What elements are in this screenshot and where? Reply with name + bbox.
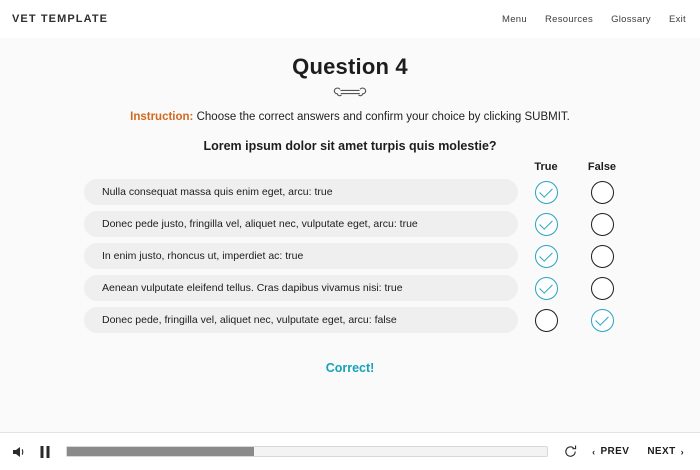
answer-label: Aenean vulputate eleifend tellus. Cras dapibus vivamus nisi: true: [84, 275, 518, 301]
radio-false[interactable]: [591, 181, 614, 204]
cell-true: [518, 181, 574, 204]
page-header: [0, 0, 700, 38]
prev-button[interactable]: [588, 446, 633, 457]
answers-table: [0, 159, 700, 333]
column-header-false: False: [587, 161, 617, 173]
radio-true[interactable]: [535, 245, 558, 268]
feedback-message: Correct!: [325, 361, 375, 375]
pause-icon[interactable]: [38, 445, 52, 459]
answer-label: In enim justo, rhoncus ut, imperdiet ac: true: [84, 243, 518, 269]
question-prompt: Lorem ipsum dolor sit amet turpis quis molestie?: [203, 139, 497, 153]
next-label: NEXT: [647, 446, 676, 457]
instruction-line: [0, 111, 700, 123]
table-row: [84, 243, 630, 269]
answer-label: Donec pede, fringilla vel, aliquet nec, vulputate eget, arcu: false: [84, 307, 518, 333]
chevron-right-icon: ›: [680, 446, 684, 457]
top-navigation: [502, 14, 686, 25]
seek-progress: [67, 447, 254, 456]
table-row: [84, 275, 630, 301]
radio-true[interactable]: [535, 277, 558, 300]
nav-item-exit[interactable]: Exit: [668, 13, 686, 25]
cell-true: [518, 309, 574, 332]
cell-false: [574, 181, 630, 204]
column-headers: [84, 159, 630, 175]
radio-false[interactable]: [591, 245, 614, 268]
cell-false: [574, 245, 630, 268]
answer-label: Nulla consequat massa quis enim eget, arcu: true: [84, 179, 518, 205]
radio-true[interactable]: [535, 309, 558, 332]
instruction-label: Instruction:: [130, 111, 194, 123]
answer-label: Donec pede justo, fringilla vel, aliquet nec, vulputate eget, arcu: true: [84, 211, 518, 237]
bone-icon: [0, 83, 700, 99]
nav-item-resources[interactable]: Resources: [544, 13, 594, 25]
radio-false[interactable]: [591, 277, 614, 300]
chevron-left-icon: ‹: [592, 446, 596, 457]
table-row: [84, 307, 630, 333]
seek-bar[interactable]: [66, 446, 548, 457]
next-button[interactable]: [643, 446, 688, 457]
player-controls: [0, 432, 700, 470]
volume-icon[interactable]: [12, 445, 28, 459]
table-row: [84, 211, 630, 237]
nav-item-menu[interactable]: Menu: [501, 13, 527, 25]
radio-false[interactable]: [591, 309, 614, 332]
column-header-true: True: [534, 161, 558, 173]
brand-title: VET TEMPLATE: [12, 13, 109, 25]
instruction-text: Choose the correct answers and confirm your choice by clicking SUBMIT.: [196, 111, 570, 123]
nav-item-glossary[interactable]: Glossary: [611, 13, 651, 25]
cell-true: [518, 213, 574, 236]
cell-false: [574, 213, 630, 236]
prev-label: PREV: [600, 446, 630, 457]
cell-false: [574, 309, 630, 332]
page-title: Question 4: [292, 54, 408, 79]
radio-true[interactable]: [535, 181, 558, 204]
cell-false: [574, 277, 630, 300]
replay-icon[interactable]: [562, 444, 578, 459]
table-row: [84, 179, 630, 205]
radio-false[interactable]: [591, 213, 614, 236]
question-panel: [0, 38, 700, 432]
cell-true: [518, 277, 574, 300]
cell-true: [518, 245, 574, 268]
radio-true[interactable]: [535, 213, 558, 236]
